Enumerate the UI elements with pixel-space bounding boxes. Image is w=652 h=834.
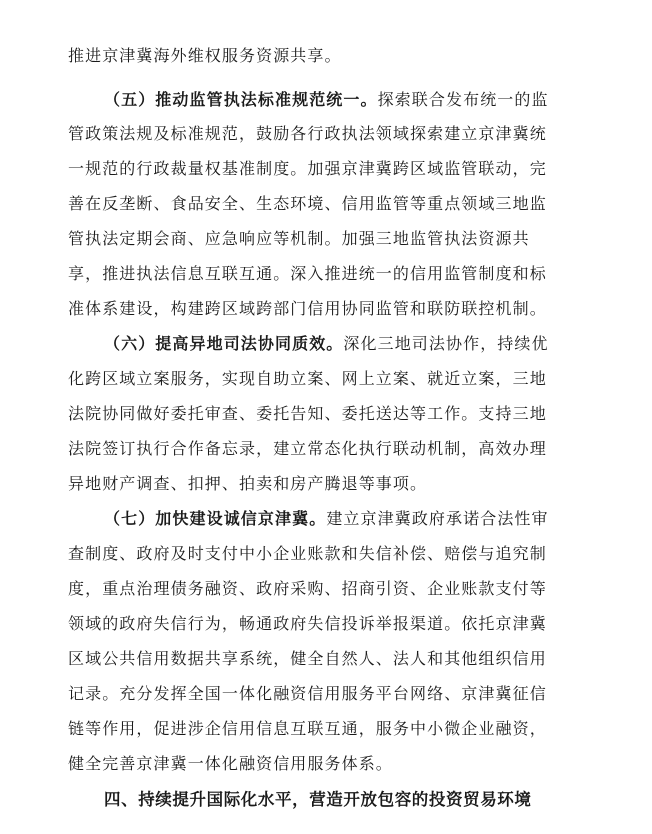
paragraph-7-lead: （七）加快建设诚信京津冀。 (104, 509, 327, 528)
text-line: 深化三地司法协作，持续优 (343, 334, 549, 353)
text-line: 查制度、政府及时支付中小企业账款和失信补偿、赔偿与追究制 (68, 544, 547, 563)
text-line: 度，重点治理债务融资、政府采购、招商引资、企业账款支付等 (68, 579, 547, 598)
text-line: 化跨区域立案服务，实现自助立案、网上立案、就近立案，三地 (68, 369, 547, 388)
text-line: 法院签订执行合作备忘录，建立常态化执行联动机制，高效办理 (68, 439, 547, 458)
text-line: 领域的政府失信行为，畅通政府失信投诉举报渠道。依托京津冀 (68, 614, 547, 633)
text-line: 区域公共信用数据共享系统，健全自然人、法人和其他组织信用 (68, 649, 547, 668)
text-line: 链等作用，促进涉企信用信息互联互通，服务中小微企业融资， (68, 719, 547, 738)
text-line: 享，推进执法信息互联互通。深入推进统一的信用监管制度和标 (68, 264, 547, 283)
paragraph-5-lead: （五）推动监管执法标准规范统一。 (104, 90, 378, 109)
text-line: 推进京津冀海外维权服务资源共享。 (68, 46, 342, 65)
section-heading: 四、持续提升国际化水平，营造开放包容的投资贸易环境 (104, 790, 532, 809)
text-line: 准体系建设，构建跨区域跨部门信用协同监管和联防联控机制。 (68, 299, 547, 318)
text-line: 异地财产调查、扣押、拍卖和房产腾退等事项。 (68, 474, 428, 493)
text-line: 记录。充分发挥全国一体化融资信用服务平台网络、京津冀征信 (68, 684, 547, 703)
text-line: 探索联合发布统一的监 (377, 90, 549, 109)
paragraph-5-first-line (104, 90, 549, 110)
text-line: 建立京津冀政府承诺合法性审 (326, 509, 549, 528)
paragraph-6-lead: （六）提高异地司法协同质效。 (104, 334, 344, 353)
paragraph-7-first-line (104, 509, 549, 529)
text-line: 善在反垄断、食品安全、生态环境、信用监管等重点领域三地监 (68, 194, 547, 213)
text-line: 法院协同做好委托审查、委托告知、委托送达等工作。支持三地 (68, 404, 547, 423)
text-line: 一规范的行政裁量权基准制度。加强京津冀跨区域监管联动，完 (68, 159, 547, 178)
text-line: 管执法定期会商、应急响应等机制。加强三地监管执法资源共 (68, 229, 530, 248)
paragraph-6-first-line (104, 334, 549, 354)
text-line: 健全完善京津冀一体化融资信用服务体系。 (68, 754, 393, 773)
text-line: 管政策法规及标准规范，鼓励各行政执法领域探索建立京津冀统 (68, 124, 547, 143)
